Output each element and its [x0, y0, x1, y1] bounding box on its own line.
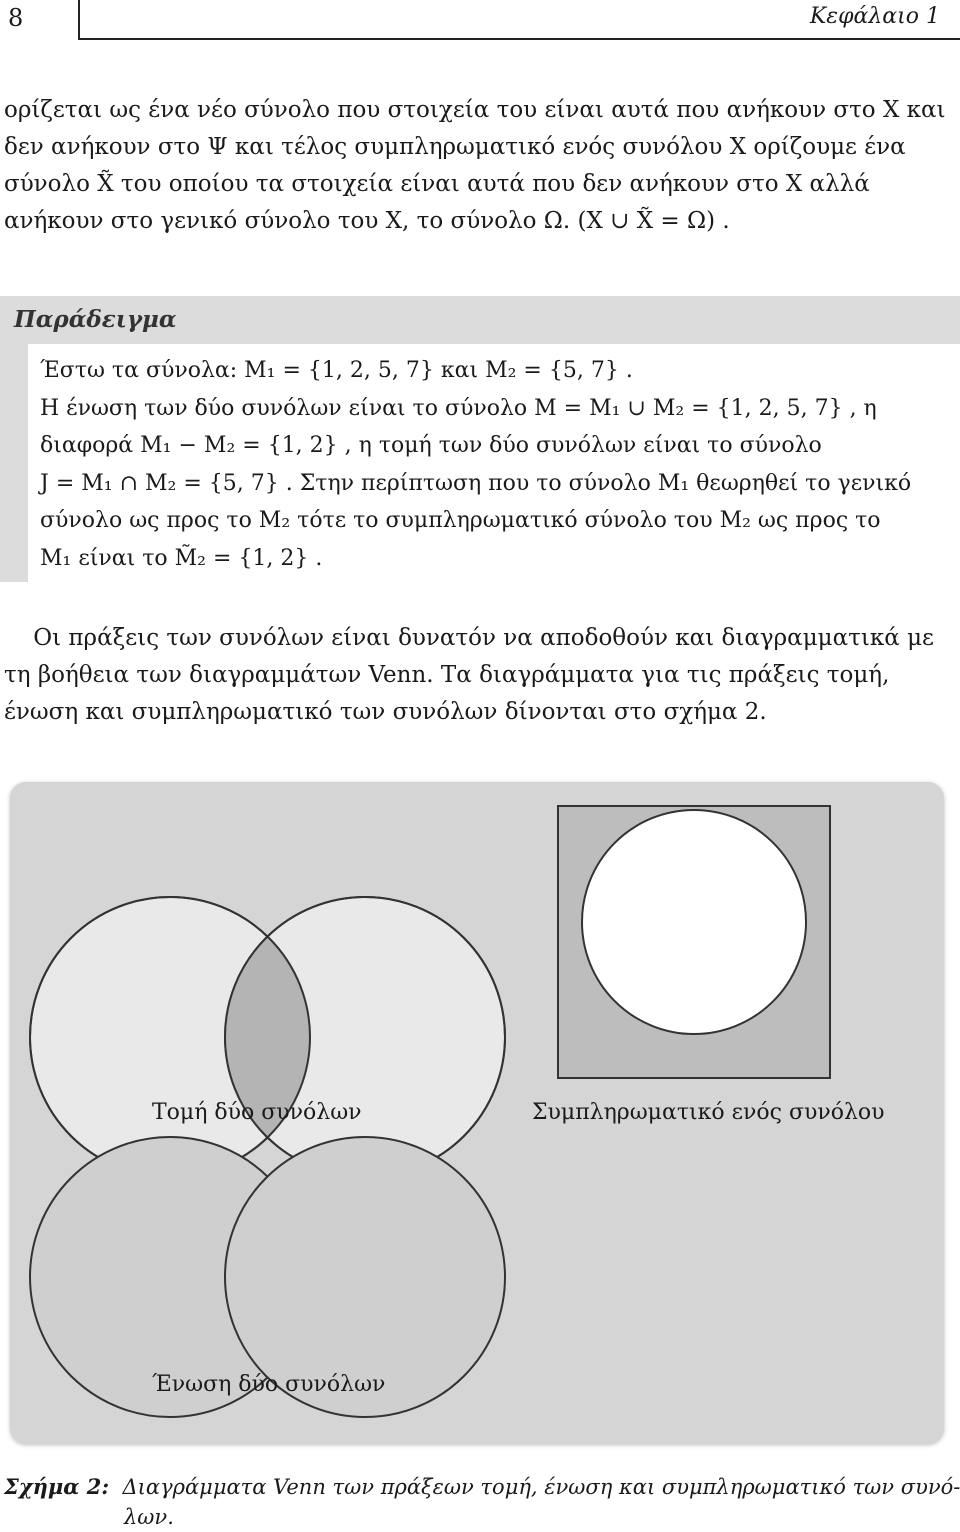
example-side-bar: [0, 344, 28, 582]
example-line: J = M₁ ∩ M₂ = {5, 7} . Στην περίπτωση που το σύνολο M₁ θεωρηθεί το γενικό: [40, 470, 912, 496]
example-line: Η ένωση των δύο συνόλων είναι το σύνολο M = M₁ ∪ M₂ = {1, 2, 5, 7} , η: [40, 395, 877, 421]
figure-caption: Σχήμα 2: Διαγράμματα Venn των πράξεων τομή, ένωση και συμπληρωματικό των συνό- λων.: [4, 1472, 954, 1532]
caption-label: Σχήμα 2: [4, 1474, 102, 1499]
caption-text-continued: λων.: [124, 1505, 174, 1529]
example-line: Έστω τα σύνολα: M₁ = {1, 2, 5, 7} και M₂ = {5, 7} .: [40, 358, 633, 383]
complement-diagram: [558, 806, 830, 1078]
example-line: διαφορά M₁ − M₂ = {1, 2} , η τομή των δύο συνόλων είναι το σύνολο: [40, 433, 822, 458]
intro-line: σύνολο X̃ του οποίου τα στοιχεία είναι αυτά που δεν ανήκουν στο Χ αλλά: [4, 171, 870, 197]
example-text: [40, 352, 950, 577]
example-line: M₁ είναι το M̃₂ = {1, 2} .: [40, 545, 323, 571]
intro-paragraph: [4, 92, 954, 240]
intersection-diagram: [30, 897, 505, 1177]
intro-line: ανήκουν στο γενικό σύνολο του Χ, το σύνολο Ω. (X ∪ X̃ = Ω) .: [4, 208, 730, 234]
intersection-label: Τομή δύο συνόλων: [152, 1100, 362, 1125]
example-title: Παράδειγμα: [14, 306, 177, 333]
chapter-title: Κεφάλαιο 1: [809, 4, 940, 29]
intro-line: ορίζεται ως ένα νέο σύνολο που στοιχεία του είναι αυτά που ανήκουν στο Χ και: [4, 97, 946, 123]
body-line: ένωση και συμπληρωματικό των συνόλων δίνονται στο σχήμα 2.: [4, 699, 767, 725]
body-paragraph: [4, 620, 954, 731]
page-number: 8: [8, 4, 24, 32]
header-divider-vertical: [78, 0, 80, 40]
example-line: σύνολο ως προς το M₂ τότε το συμπληρωματικό σύνολο του M₂ ως προς το: [40, 508, 881, 533]
body-line: Οι πράξεις των συνόλων είναι δυνατόν να αποδοθούν και διαγραμματικά με: [4, 625, 934, 651]
set-circle: [582, 810, 806, 1034]
header-divider-horizontal: [78, 38, 960, 40]
complement-label: Συμπληρωματικό ενός συνόλου: [532, 1100, 885, 1125]
caption-text: Διαγράμματα Venn των πράξεων τομή, ένωση και συμπληρωματικό των συνό-: [122, 1475, 960, 1499]
body-line: τη βοήθεια των διαγραμμάτων Venn. Τα διαγράμματα για τις πράξεις τομή,: [4, 662, 890, 688]
intro-line: δεν ανήκουν στο Ψ και τέλος συμπληρωματικό ενός συνόλου Χ ορίζουμε ένα: [4, 134, 906, 160]
union-label: Ένωση δύο συνόλων: [152, 1372, 386, 1397]
venn-figure-frame: [10, 782, 944, 1444]
